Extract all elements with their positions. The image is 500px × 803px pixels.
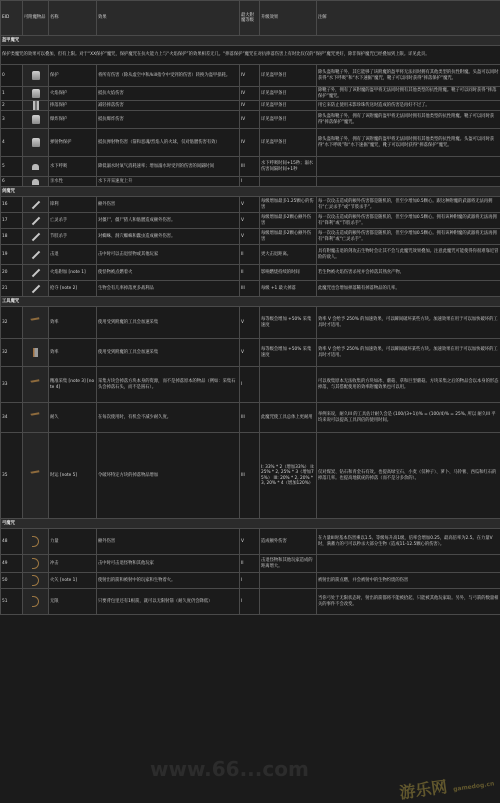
- item-cell: [23, 101, 49, 111]
- cell-note: 效率 V 会给予 250% 的加速效果，可以瞬间破坏某些方块。加速效果在用于可以加快破坏的工具时才适用。: [317, 307, 500, 339]
- cell-note: 被射出的箭点燃，并会被射中的生物灼烧的伤害: [317, 573, 500, 589]
- cell-max: III: [240, 403, 260, 433]
- cell-name: 击退: [49, 245, 97, 265]
- cell-note: 具有附魔击退的剑攻击生物时会让其不会与此魔咒效果叠加。注意此魔咒可能使得你很难靠近冒险的敌人。: [317, 245, 500, 265]
- item-cell: [23, 281, 49, 297]
- cell-name: 锋利: [49, 197, 97, 213]
- cell-eid: 3: [1, 111, 23, 129]
- header-max-level: 最大附魔等级: [240, 1, 260, 36]
- table-row: [1, 213, 500, 229]
- header-eid: EID: [1, 1, 23, 36]
- cell-note: [317, 177, 500, 187]
- cell-name: 时运 [note 5]: [49, 433, 97, 519]
- cell-note: 每一次攻击造成的额外伤害都是随机的，但至少增加0.5颗心。拥有该种附魔的武器将无法再拥有“锋利”或“节肢杀手”。: [317, 213, 500, 229]
- cell-name: 火矢 [note 1]: [49, 573, 97, 589]
- cell-upgrade: 影响燃烧持续的时间: [260, 265, 317, 281]
- cell-upgrade: 每等级会增加 +50% 采集速度: [260, 339, 317, 367]
- cell-name: 冲击: [49, 555, 97, 573]
- armor-icon: [32, 138, 40, 147]
- item-cell: [23, 65, 49, 87]
- cell-eid: 1: [1, 87, 23, 101]
- table-row: [1, 403, 500, 433]
- cell-note: 除头盔和靴子外，拥有了该附魔的盔甲将无法同时拥有其他类型的抗性附魔。靴子可以同时获得“摔落保护”魔咒。: [317, 111, 500, 129]
- item-cell: [23, 229, 49, 245]
- cell-upgrade: [260, 589, 317, 615]
- cell-note: 除靴子外，拥有了该附魔的盔甲将无法同时拥有其他类型的抗性附魔。靴子可以同时获得“摔落保护”魔咒。: [317, 87, 500, 101]
- cell-eid: 33: [1, 367, 23, 403]
- sword-icon: [31, 200, 39, 208]
- cell-name: 弹射物保护: [49, 129, 97, 157]
- watermark-site: gamedog.cn: [452, 780, 495, 794]
- cell-upgrade: 每级增加最多2颗心额外伤害: [260, 229, 317, 245]
- table-row: [1, 245, 500, 265]
- section-title: 剑魔咒: [1, 187, 500, 197]
- table-row: [1, 265, 500, 281]
- cell-eid: 6: [1, 177, 23, 187]
- armor-intro: 保护类魔咒的效果可以叠加，但有上限。对于“XX保护”魔咒，保护魔咒在抗火能力上与“火焰保护”的效果相差无几。“摔落保护”魔咒在对抗摔落伤害上有时比仅仅的“保护”魔咒更好，除非保护魔咒已经叠加到上限。详见此页。: [1, 46, 500, 65]
- table-row: [1, 339, 500, 367]
- cell-name: 无限: [49, 589, 97, 615]
- cell-eid: 16: [1, 197, 23, 213]
- section-title: 盔甲魔咒: [1, 36, 500, 46]
- armor-icon: [32, 115, 40, 124]
- table-body: [1, 36, 500, 615]
- pick-icon: [30, 412, 41, 423]
- cell-note: [317, 157, 500, 177]
- table-row: [1, 307, 500, 339]
- cell-effect: 额外伤害: [97, 529, 240, 555]
- cell-effect: 使用受到附魔的工具会加速采集: [97, 307, 240, 339]
- cell-name: 节肢杀手: [49, 229, 97, 245]
- table-row: [1, 101, 500, 111]
- cell-max: II: [240, 265, 260, 281]
- cell-note: 可以收集原本无法收集的方块如冰、蘑菇、草和巨型蘑菇。方块采集之后的物品会以本身的形态掉落，与其搭配使用的效率附魔效果也可以用。: [317, 367, 500, 403]
- header-upgrade: 升级效果: [260, 1, 317, 36]
- item-cell: [23, 157, 49, 177]
- table-row: [1, 573, 500, 589]
- cell-effect: 击中时可击退怪物和其他玩家: [97, 555, 240, 573]
- cell-eid: 48: [1, 529, 23, 555]
- cell-max: III: [240, 157, 260, 177]
- cell-max: II: [240, 245, 260, 265]
- cell-name: 精准采集 [note 3] [note 4]: [49, 367, 97, 403]
- item-cell: [23, 403, 49, 433]
- cell-effect: 抵抗弹射物伤害（箭和恶魂/烈焰人的火球，仅对骷髅伤害有效）: [97, 129, 240, 157]
- cell-max: V: [240, 197, 260, 213]
- section-title: 弓魔咒: [1, 519, 500, 529]
- section-sword: [1, 187, 500, 197]
- cell-name: 效率: [49, 339, 97, 367]
- watermark-url: www.66...com: [150, 757, 309, 781]
- section-bow: [1, 519, 500, 529]
- cell-effect: 令破坏特定方块的掉落物品增加: [97, 433, 240, 519]
- cell-note: 举例来说，耐久III 的工具估计耐久会是 (100/(3+1))% = (100/4)% = 25%, 所以 耐久III 平均来说可以提高工具四倍的使用时间。: [317, 403, 500, 433]
- cell-note: 若生物被火焰伤害杀死并会掉落其熟食产物。: [317, 265, 500, 281]
- cell-effect: 减轻摔落伤害: [97, 101, 240, 111]
- cell-upgrade: [260, 573, 317, 589]
- item-cell: [23, 265, 49, 281]
- cell-eid: 51: [1, 589, 23, 615]
- cell-effect: 使怪物被点燃着火: [97, 265, 240, 281]
- cell-effect: 生物会有几率掉落更多战利品: [97, 281, 240, 297]
- header-row: [1, 1, 500, 36]
- cell-effect: 只要背包里还有1根箭，就可以无限射箭（耐久度仍会降低）: [97, 589, 240, 615]
- cell-max: V: [240, 339, 260, 367]
- sword-icon: [31, 216, 39, 224]
- cell-eid: 35: [1, 433, 23, 519]
- cell-max: V: [240, 529, 260, 555]
- cell-effect: 采集方块会掉落方块本身的资源，而不是掉落原本的物品（例如：采集石头会掉落石头，而不是圆石）。: [97, 367, 240, 403]
- cell-upgrade: 击退怪物和其他玩家造成的距离增大。: [260, 555, 317, 573]
- item-cell: [23, 339, 49, 367]
- cell-upgrade: [260, 177, 317, 187]
- cell-eid: 0: [1, 65, 23, 87]
- cell-note: 除头盔和靴子外，其它能够了该附魔的盔甲将无法同时拥有其他类型的抗性附魔。头盔可以同时获得“水下呼吸”和“水下速掘”魔咒，靴子可以同时获得“摔落保护”魔咒。: [317, 65, 500, 87]
- cell-max: I: [240, 367, 260, 403]
- cell-name: 保护: [49, 65, 97, 87]
- cell-eid: 18: [1, 229, 23, 245]
- cell-upgrade: 每级 +1 最大掉落: [260, 281, 317, 297]
- table-row: [1, 129, 500, 157]
- cell-name: 火焰附加 [note 1]: [49, 265, 97, 281]
- cell-max: I: [240, 589, 260, 615]
- cell-max: I: [240, 177, 260, 187]
- item-cell: [23, 555, 49, 573]
- cell-name: 火焰保护: [49, 87, 97, 101]
- header-item: 可附魔物品: [23, 1, 49, 36]
- sword-icon: [31, 232, 39, 240]
- cell-note: 除头盔和靴子外，拥有了该附魔的盔甲将无法同时拥有其他类型的抗性附魔。头盔可以同时获得“水下呼吸”和“水下速掘”魔咒，靴子可以同时获得“摔落保护”魔咒。: [317, 129, 500, 157]
- cell-eid: 21: [1, 281, 23, 297]
- cell-effect: 水下开采速度上升: [97, 177, 240, 187]
- cell-max: V: [240, 307, 260, 339]
- cell-name: 抢夺 [note 2]: [49, 281, 97, 297]
- cell-eid: 4: [1, 129, 23, 157]
- cell-name: 效率: [49, 307, 97, 339]
- section-armor: [1, 36, 500, 46]
- cell-effect: 抵抗爆炸伤害: [97, 111, 240, 129]
- cell-upgrade: I: 33% * 2（增加33%） II: 25% * 2, 25% * 3（增加75%） III: 20% * 2, 20% * 3, 20% * 4（增加120%）: [260, 433, 317, 519]
- cell-upgrade: 详见盔甲条目: [260, 101, 317, 111]
- item-cell: [23, 197, 49, 213]
- cell-name: 亡灵杀手: [49, 213, 97, 229]
- legs-icon: [33, 101, 39, 110]
- cell-eid: 34: [1, 403, 23, 433]
- item-cell: [23, 111, 49, 129]
- cell-max: V: [240, 213, 260, 229]
- cell-max: IV: [240, 129, 260, 157]
- cell-effect: 将所有伤害（除从虚空中和/kill指令中受到的伤害）转换为盔甲损耗。: [97, 65, 240, 87]
- cell-note: 当你弓处于无限状态时，射出的箭都将不能被拾起，只能被其他玩家取。另外，与弓箭的数量相关的事件不会改变。: [317, 589, 500, 615]
- cell-max: III: [240, 433, 260, 519]
- cell-effect: 对蜘蛛、洞穴蜘蛛和蠹虫造成额外伤害。: [97, 229, 240, 245]
- header-name: 名称: [49, 1, 97, 36]
- cell-upgrade: 每级增加最多1.25颗心的伤害: [260, 197, 317, 213]
- cell-effect: 在每次使用时，有机会不减少耐久度。: [97, 403, 240, 433]
- section-tool: [1, 297, 500, 307]
- cell-effect: 降低溺水时氧气消耗速率；增加溺水时受到的伤害的间隔时间: [97, 157, 240, 177]
- bow-icon: [32, 558, 39, 569]
- table-row: [1, 157, 500, 177]
- sword-icon: [31, 284, 39, 292]
- cell-eid: 49: [1, 555, 23, 573]
- table-row: [1, 229, 500, 245]
- item-cell: [23, 529, 49, 555]
- cell-max: II: [240, 555, 260, 573]
- armor-icon: [32, 71, 40, 80]
- cell-note: 效率 V 会给予 250% 的加速效果，可以瞬间破坏某些方块。加速效果在用于可以加快破坏的工具时才适用。: [317, 339, 500, 367]
- bow-icon: [32, 596, 39, 607]
- cell-name: 耐久: [49, 403, 97, 433]
- header-effect: 效果: [97, 1, 240, 36]
- bow-icon: [32, 575, 39, 586]
- table-row: [1, 555, 500, 573]
- table-row: [1, 111, 500, 129]
- cell-effect: 对僵尸，僵尸猪人和骷髅造成额外伤害。: [97, 213, 240, 229]
- item-cell: [23, 573, 49, 589]
- cell-effect: 击中时可以击退怪物或其他玩家: [97, 245, 240, 265]
- cell-upgrade: 详见盔甲条目: [260, 87, 317, 101]
- pick-icon: [30, 317, 41, 328]
- table-row: [1, 529, 500, 555]
- sword-icon: [31, 250, 39, 258]
- table-row: [1, 281, 500, 297]
- armor-icon: [32, 89, 40, 98]
- table-row: [1, 197, 500, 213]
- cell-note: 每一次攻击造成的额外伤害都是随机的，但至少增加0.5颗心。跟这种附魔的武器将无法再拥有“亡灵杀手”或“节肢杀手”。: [317, 197, 500, 213]
- cell-name: 力量: [49, 529, 97, 555]
- cell-note: 仅对煤炭、钻石和青金石有效。也提高绿宝石、小麦（仅种子）、萝卜、马铃薯、西瓜和红石的掉落几率。也提高地狱疣的掉落（而不是分多余的）。: [317, 433, 500, 519]
- pick-icon: [30, 470, 41, 481]
- table-row: [1, 65, 500, 87]
- table-row: [1, 589, 500, 615]
- section-title: 工具魔咒: [1, 297, 500, 307]
- cell-name: 水下呼吸: [49, 157, 97, 177]
- item-cell: [23, 129, 49, 157]
- cell-upgrade: 每级增加最多2颗心额外伤害: [260, 213, 317, 229]
- item-cell: [23, 589, 49, 615]
- cell-eid: 50: [1, 573, 23, 589]
- cell-max: IV: [240, 65, 260, 87]
- cell-name: 摔落保护: [49, 101, 97, 111]
- cell-upgrade: 更大击退距离。: [260, 245, 317, 265]
- header-note: 注解: [317, 1, 500, 36]
- cell-upgrade: 详见盔甲条目: [260, 65, 317, 87]
- watermark-text: 游乐网: [398, 777, 449, 803]
- watermark-logo: [398, 767, 495, 803]
- item-cell: [23, 177, 49, 187]
- cell-name: 爆炸保护: [49, 111, 97, 129]
- cell-eid: 5: [1, 157, 23, 177]
- cell-note: 在力量III时基本伤害乘以1.5。等级每升高1级，倍率会增加0.25，最高倍率为2.5。在力量V时，满蓄力的弓可以秒杀大部分生物（造成11-12.5颗心的伤害）。: [317, 529, 500, 555]
- cell-max: IV: [240, 87, 260, 101]
- cell-eid: 32: [1, 307, 23, 339]
- cell-note: 此魔咒也会增加掉落稀有掉落物品的几率。: [317, 281, 500, 297]
- cell-eid: 19: [1, 245, 23, 265]
- cell-upgrade: 此魔咒使工具总体上更耐用: [260, 403, 317, 433]
- axe-icon: [33, 348, 38, 357]
- cell-note: [317, 555, 500, 573]
- cell-max: I: [240, 573, 260, 589]
- cell-upgrade: 每等级会增加 +50% 采集速度: [260, 307, 317, 339]
- table-row: [1, 433, 500, 519]
- cell-max: III: [240, 281, 260, 297]
- armor-intro-row: [1, 46, 500, 65]
- sword-icon: [31, 268, 39, 276]
- cell-effect: 使射出的箭和被射中的玩家和生物着火。: [97, 573, 240, 589]
- item-cell: [23, 307, 49, 339]
- cell-effect: 使用受到附魔的工具会加速采集: [97, 339, 240, 367]
- cell-name: 亲水性: [49, 177, 97, 187]
- pick-icon: [30, 379, 41, 390]
- cell-effect: 额外伤害: [97, 197, 240, 213]
- table-row: [1, 177, 500, 187]
- cell-eid: 20: [1, 265, 23, 281]
- cell-upgrade: 水下呼吸时间+15秒；溺水伤害间隔时间+1秒: [260, 157, 317, 177]
- cell-upgrade: [260, 367, 317, 403]
- item-cell: [23, 367, 49, 403]
- cell-upgrade: 详见盔甲条目: [260, 111, 317, 129]
- cell-upgrade: 造成额外伤害: [260, 529, 317, 555]
- cell-eid: 2: [1, 101, 23, 111]
- helm-icon: [32, 164, 39, 170]
- cell-max: IV: [240, 101, 260, 111]
- item-cell: [23, 433, 49, 519]
- cell-eid: 17: [1, 213, 23, 229]
- cell-upgrade: 详见盔甲条目: [260, 129, 317, 157]
- cell-note: 每一次攻击造成的额外伤害都是随机的，但至少增加0.5颗心。拥有该种附魔的武器将无法再拥有“锋利”或“亡灵杀手”。: [317, 229, 500, 245]
- cell-eid: 32: [1, 339, 23, 367]
- cell-effect: 抵抗火焰伤害: [97, 87, 240, 101]
- item-cell: [23, 213, 49, 229]
- item-cell: [23, 245, 49, 265]
- cell-max: IV: [240, 111, 260, 129]
- table-row: [1, 87, 500, 101]
- helm-icon: [32, 179, 39, 185]
- cell-max: V: [240, 229, 260, 245]
- cell-note: 用它来防止使用末影珍珠传送时造成的伤害是再好不过了。: [317, 101, 500, 111]
- item-cell: [23, 87, 49, 101]
- table-row: [1, 367, 500, 403]
- bow-icon: [32, 536, 39, 547]
